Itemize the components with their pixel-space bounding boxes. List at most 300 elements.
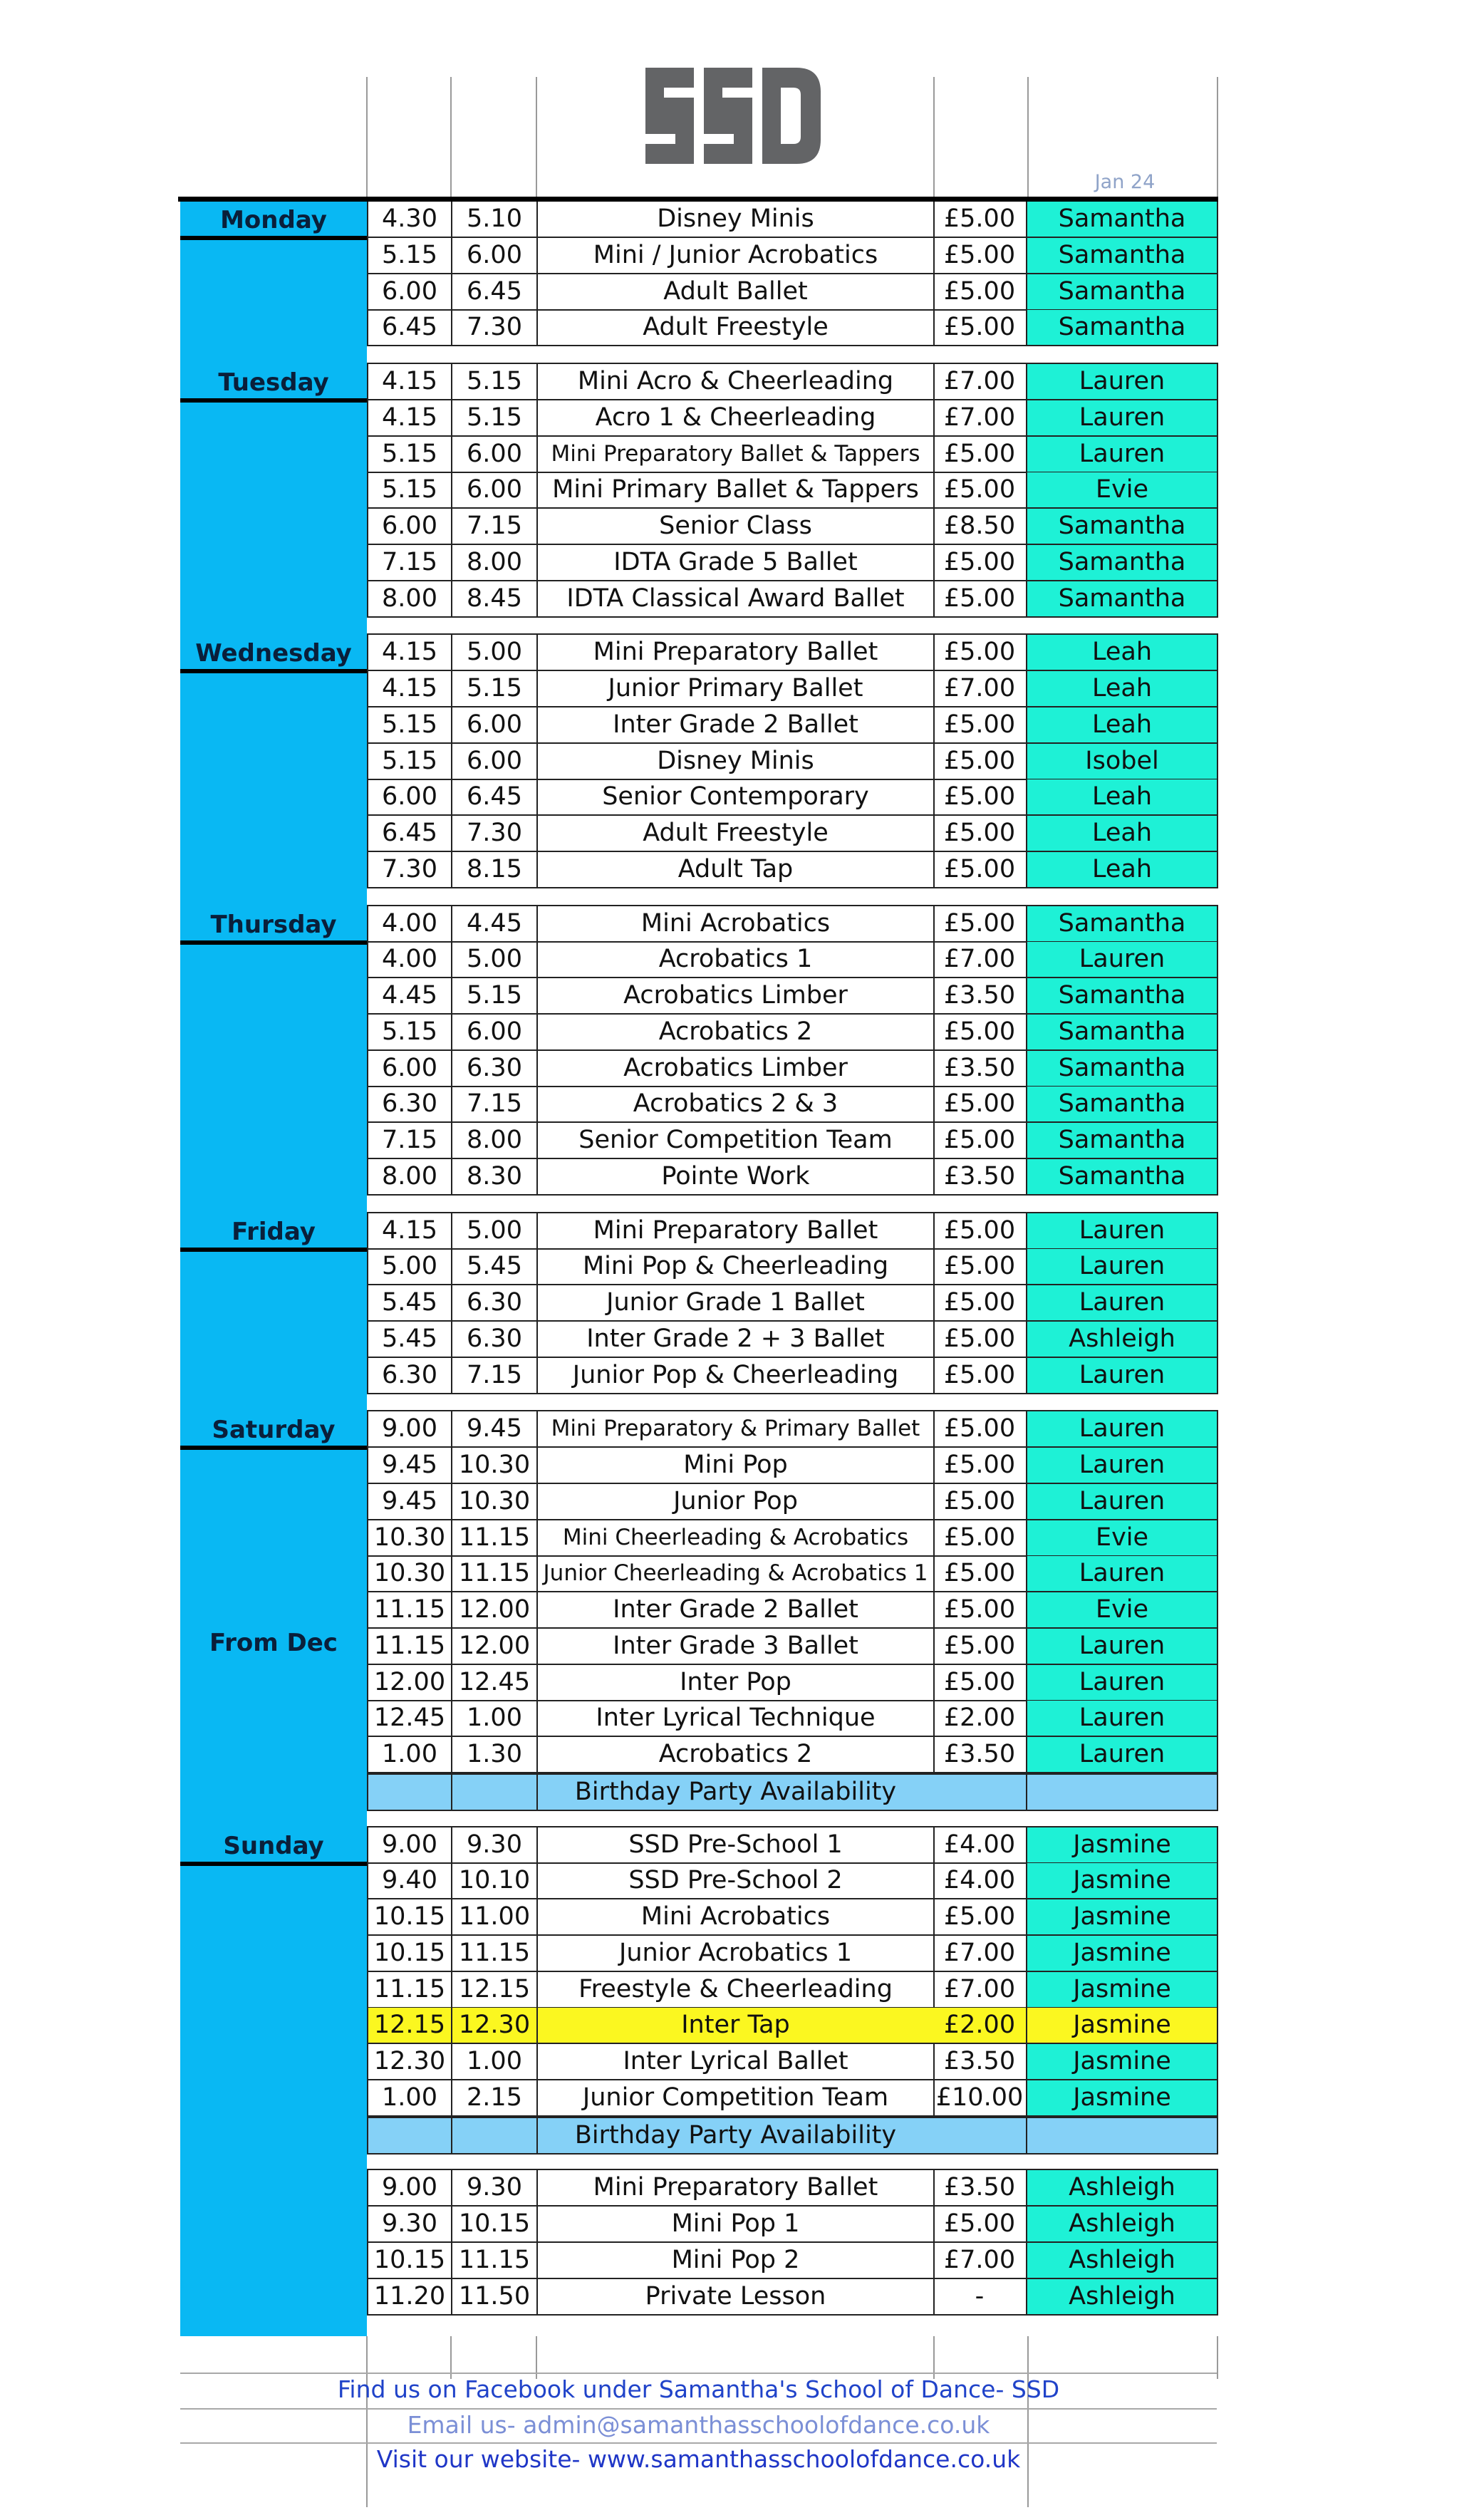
- start-time: 5.15: [367, 437, 451, 473]
- class-name: Junior Pop: [536, 1484, 935, 1520]
- end-time: 5.00: [451, 1213, 536, 1250]
- class-row: [367, 1936, 1218, 1972]
- class-name: Acrobatics 2 & 3: [536, 1087, 935, 1123]
- end-time: 6.45: [451, 274, 536, 311]
- class-row: [367, 906, 1218, 943]
- day-divider: [180, 1446, 367, 1450]
- start-time: 4.15: [367, 364, 451, 400]
- class-price: £5.00: [933, 1123, 1027, 1159]
- end-time: 10.15: [451, 2207, 536, 2243]
- end-time: 11.15: [451, 2243, 536, 2279]
- class-name: Inter Lyrical Ballet: [536, 2044, 935, 2080]
- end-time: 6.30: [451, 1285, 536, 1322]
- class-price: £5.00: [933, 1249, 1027, 1285]
- class-name: Junior Grade 1 Ballet: [536, 1285, 935, 1322]
- teacher-name: Ashleigh: [1027, 2207, 1218, 2243]
- class-row: [367, 1972, 1218, 2008]
- class-name: Disney Minis: [536, 202, 935, 238]
- end-time: 6.30: [451, 1322, 536, 1358]
- class-row: [367, 1863, 1218, 1899]
- class-price: £4.00: [933, 1863, 1027, 1899]
- class-price: £5.00: [933, 472, 1027, 509]
- class-price: £5.00: [933, 1358, 1027, 1394]
- class-row: [367, 202, 1218, 238]
- class-price: £5.00: [933, 545, 1027, 581]
- day-divider: [180, 1248, 367, 1252]
- teacher-name: Samantha: [1027, 509, 1218, 545]
- end-time: 11.15: [451, 1556, 536, 1592]
- class-name: Mini Preparatory Ballet: [536, 1213, 935, 1250]
- end-time: 9.30: [451, 1827, 536, 1864]
- start-time: 9.00: [367, 2170, 451, 2207]
- class-name: Mini Pop & Cheerleading: [536, 1249, 935, 1285]
- class-row: [367, 744, 1218, 780]
- birthday-label: Birthday Party Availability: [536, 1773, 935, 1811]
- start-time: 11.15: [367, 1592, 451, 1629]
- class-row: [367, 1629, 1218, 1665]
- birthday-row: [367, 2117, 1218, 2153]
- teacher-name: Samantha: [1027, 1159, 1218, 1196]
- end-time: 8.15: [451, 852, 536, 888]
- class-row: [367, 1322, 1218, 1358]
- class-row: [367, 1087, 1218, 1123]
- end-time: 7.15: [451, 1087, 536, 1123]
- start-time: 10.30: [367, 1520, 451, 1557]
- class-name: Acrobatics Limber: [536, 1051, 935, 1087]
- class-name: Acrobatics 2: [536, 1737, 935, 1773]
- teacher-name: Samantha: [1027, 274, 1218, 311]
- start-time: 4.00: [367, 942, 451, 978]
- birthday-cell: [367, 2117, 451, 2155]
- class-name: IDTA Classical Award Ballet: [536, 581, 935, 618]
- birthday-cell: [451, 2117, 536, 2155]
- class-price: £7.00: [933, 400, 1027, 437]
- end-time: 8.00: [451, 545, 536, 581]
- class-price: £5.00: [933, 238, 1027, 274]
- class-row: [367, 2243, 1218, 2279]
- day-label: Thursday: [210, 910, 337, 939]
- teacher-name: Lauren: [1027, 1665, 1218, 1701]
- teacher-name: Ashleigh: [1027, 1322, 1218, 1358]
- end-time: 7.15: [451, 509, 536, 545]
- start-time: 12.15: [367, 2008, 451, 2044]
- teacher-name: Lauren: [1027, 1737, 1218, 1773]
- day-label: Wednesday: [195, 639, 352, 668]
- day-divider: [180, 1862, 367, 1866]
- grid-line: [933, 77, 935, 197]
- teacher-name: Leah: [1027, 816, 1218, 852]
- end-time: 4.45: [451, 906, 536, 943]
- teacher-name: Leah: [1027, 779, 1218, 816]
- class-row: [367, 1159, 1218, 1196]
- class-price: £5.00: [933, 310, 1027, 346]
- class-name: IDTA Grade 5 Ballet: [536, 545, 935, 581]
- day-label: Friday: [232, 1217, 316, 1246]
- class-price: £3.50: [933, 1051, 1027, 1087]
- end-time: 11.00: [451, 1899, 536, 1936]
- class-price: £5.00: [933, 1484, 1027, 1520]
- class-price: £5.00: [933, 1448, 1027, 1484]
- start-time: 9.45: [367, 1484, 451, 1520]
- class-row: [367, 581, 1218, 618]
- class-price: £5.00: [933, 1520, 1027, 1557]
- teacher-name: Lauren: [1027, 1411, 1218, 1448]
- class-row: [367, 1665, 1218, 1701]
- footer-rule: [180, 2442, 1217, 2444]
- class-name: Acrobatics 1: [536, 942, 935, 978]
- end-time: 6.00: [451, 707, 536, 744]
- day-divider: [180, 940, 367, 945]
- class-price: £5.00: [933, 1556, 1027, 1592]
- class-price: £5.00: [933, 1015, 1027, 1051]
- teacher-name: Jasmine: [1027, 1863, 1218, 1899]
- grid-line: [450, 77, 452, 197]
- end-time: 11.50: [451, 2279, 536, 2316]
- class-name: Junior Cheerleading & Acrobatics 1: [536, 1556, 935, 1592]
- facebook-link[interactable]: Find us on Facebook under Samantha's School of Dance- SSD: [337, 2375, 1060, 2403]
- end-time: 12.30: [451, 2008, 536, 2044]
- class-row: [367, 779, 1218, 816]
- class-name: Senior Competition Team: [536, 1123, 935, 1159]
- teacher-name: Lauren: [1027, 1249, 1218, 1285]
- teacher-name: Ashleigh: [1027, 2243, 1218, 2279]
- day-divider: [180, 398, 367, 403]
- class-row: [367, 1899, 1218, 1936]
- birthday-cell: [933, 2117, 1027, 2155]
- end-time: 10.10: [451, 1863, 536, 1899]
- start-time: 12.30: [367, 2044, 451, 2080]
- end-time: 10.30: [451, 1448, 536, 1484]
- teacher-name: Lauren: [1027, 1484, 1218, 1520]
- teacher-name: Lauren: [1027, 1358, 1218, 1394]
- class-row: [367, 816, 1218, 852]
- date-label: Jan 24: [1094, 171, 1156, 193]
- class-name: Freestyle & Cheerleading: [536, 1972, 935, 2008]
- end-time: 10.30: [451, 1484, 536, 1520]
- class-name: Junior Pop & Cheerleading: [536, 1358, 935, 1394]
- footer-rule: [180, 2408, 1217, 2410]
- teacher-name: Isobel: [1027, 744, 1218, 780]
- start-time: 5.15: [367, 744, 451, 780]
- start-time: 5.15: [367, 1015, 451, 1051]
- teacher-name: Lauren: [1027, 364, 1218, 400]
- class-row: [367, 274, 1218, 311]
- start-time: 10.15: [367, 2243, 451, 2279]
- start-time: 10.30: [367, 1556, 451, 1592]
- day-label: Tuesday: [218, 368, 329, 397]
- class-row: [367, 545, 1218, 581]
- class-row: [367, 1358, 1218, 1394]
- email-link[interactable]: Email us- admin@samanthasschoolofdance.co.uk: [407, 2411, 990, 2439]
- teacher-name: Evie: [1027, 1592, 1218, 1629]
- class-name: SSD Pre-School 2: [536, 1863, 935, 1899]
- class-row: [367, 1520, 1218, 1557]
- start-time: 6.45: [367, 310, 451, 346]
- class-price: £7.00: [933, 942, 1027, 978]
- class-name: Inter Tap: [536, 2008, 935, 2044]
- end-time: 11.15: [451, 1520, 536, 1557]
- class-price: £2.00: [933, 2008, 1027, 2044]
- end-time: 1.00: [451, 1701, 536, 1737]
- top-rule: [178, 197, 1218, 202]
- class-name: Inter Pop: [536, 1665, 935, 1701]
- class-row: [367, 1411, 1218, 1448]
- start-time: 6.30: [367, 1087, 451, 1123]
- end-time: 5.15: [451, 400, 536, 437]
- teacher-name: Lauren: [1027, 1556, 1218, 1592]
- start-time: 5.15: [367, 707, 451, 744]
- birthday-row: [367, 1773, 1218, 1810]
- class-row: [367, 852, 1218, 888]
- class-name: Senior Contemporary: [536, 779, 935, 816]
- teacher-name: Leah: [1027, 671, 1218, 707]
- start-time: 11.15: [367, 1972, 451, 2008]
- teacher-name: Samantha: [1027, 1051, 1218, 1087]
- class-row: [367, 472, 1218, 509]
- start-time: 4.00: [367, 906, 451, 943]
- class-name: Mini Acrobatics: [536, 1899, 935, 1936]
- class-row: [367, 1051, 1218, 1087]
- class-price: £7.00: [933, 364, 1027, 400]
- teacher-name: Lauren: [1027, 1448, 1218, 1484]
- birthday-cell: [451, 1773, 536, 1811]
- class-row: [367, 1827, 1218, 1864]
- class-name: Acro 1 & Cheerleading: [536, 400, 935, 437]
- class-row: [367, 942, 1218, 978]
- class-price: £3.50: [933, 2044, 1027, 2080]
- class-name: Mini / Junior Acrobatics: [536, 238, 935, 274]
- class-price: £5.00: [933, 744, 1027, 780]
- start-time: 4.15: [367, 671, 451, 707]
- class-row: [367, 1285, 1218, 1322]
- class-name: Mini Acrobatics: [536, 906, 935, 943]
- class-price: £7.00: [933, 671, 1027, 707]
- day-label: Monday: [220, 206, 327, 234]
- end-time: 2.15: [451, 2080, 536, 2117]
- class-name: Inter Grade 2 Ballet: [536, 1592, 935, 1629]
- teacher-name: Lauren: [1027, 437, 1218, 473]
- start-time: 1.00: [367, 1737, 451, 1773]
- end-time: 5.00: [451, 942, 536, 978]
- class-row: [367, 1484, 1218, 1520]
- teacher-name: Leah: [1027, 707, 1218, 744]
- grid-line: [536, 77, 537, 197]
- end-time: 5.15: [451, 978, 536, 1015]
- class-price: £5.00: [933, 274, 1027, 311]
- class-price: £4.00: [933, 1827, 1027, 1864]
- end-time: 7.15: [451, 1358, 536, 1394]
- class-name: Mini Acro & Cheerleading: [536, 364, 935, 400]
- class-name: Adult Freestyle: [536, 310, 935, 346]
- class-price: £5.00: [933, 816, 1027, 852]
- class-price: £5.00: [933, 707, 1027, 744]
- class-name: Junior Competition Team: [536, 2080, 935, 2117]
- day-note: From Dec: [209, 1628, 338, 1657]
- class-price: £3.50: [933, 978, 1027, 1015]
- teacher-name: Lauren: [1027, 400, 1218, 437]
- start-time: 9.00: [367, 1827, 451, 1864]
- start-time: 11.15: [367, 1629, 451, 1665]
- day-divider: [180, 669, 367, 673]
- teacher-name: Leah: [1027, 635, 1218, 671]
- class-price: £5.00: [933, 1285, 1027, 1322]
- class-row: [367, 1701, 1218, 1737]
- start-time: 6.00: [367, 779, 451, 816]
- class-row: [367, 1015, 1218, 1051]
- grid-line: [1217, 2336, 1218, 2379]
- end-time: 5.15: [451, 364, 536, 400]
- class-row: [367, 978, 1218, 1015]
- class-row: [367, 509, 1218, 545]
- teacher-name: Samantha: [1027, 581, 1218, 618]
- class-row: [367, 400, 1218, 437]
- birthday-cell: [367, 1773, 451, 1811]
- birthday-cell: [1027, 1773, 1218, 1811]
- class-name: Private Lesson: [536, 2279, 935, 2316]
- start-time: 4.15: [367, 400, 451, 437]
- class-price: £3.50: [933, 1737, 1027, 1773]
- teacher-name: Jasmine: [1027, 1972, 1218, 2008]
- class-price: £5.00: [933, 906, 1027, 943]
- start-time: 6.45: [367, 816, 451, 852]
- teacher-name: Samantha: [1027, 1123, 1218, 1159]
- class-price: £8.50: [933, 509, 1027, 545]
- grid-line: [1217, 77, 1218, 197]
- teacher-name: Jasmine: [1027, 2080, 1218, 2117]
- start-time: 7.15: [367, 545, 451, 581]
- class-name: Mini Cheerleading & Acrobatics: [536, 1520, 935, 1557]
- class-name: Mini Preparatory Ballet & Tappers: [536, 437, 935, 473]
- teacher-name: Samantha: [1027, 238, 1218, 274]
- start-time: 6.00: [367, 1051, 451, 1087]
- start-time: 9.45: [367, 1448, 451, 1484]
- start-time: 4.15: [367, 635, 451, 671]
- class-name: Junior Acrobatics 1: [536, 1936, 935, 1972]
- start-time: 5.00: [367, 1249, 451, 1285]
- class-row: [367, 2080, 1218, 2117]
- class-price: £5.00: [933, 581, 1027, 618]
- teacher-name: Lauren: [1027, 1285, 1218, 1322]
- class-name: Mini Preparatory Ballet: [536, 2170, 935, 2207]
- teacher-name: Evie: [1027, 472, 1218, 509]
- end-time: 5.45: [451, 1249, 536, 1285]
- start-time: 8.00: [367, 1159, 451, 1196]
- class-price: £5.00: [933, 635, 1027, 671]
- end-time: 8.30: [451, 1159, 536, 1196]
- teacher-name: Samantha: [1027, 310, 1218, 346]
- start-time: 4.30: [367, 202, 451, 238]
- teacher-name: Lauren: [1027, 1629, 1218, 1665]
- class-row: [367, 635, 1218, 671]
- class-price: £2.00: [933, 1701, 1027, 1737]
- start-time: 12.45: [367, 1701, 451, 1737]
- end-time: 9.45: [451, 1411, 536, 1448]
- class-price: £10.00: [933, 2080, 1027, 2117]
- class-name: Mini Primary Ballet & Tappers: [536, 472, 935, 509]
- start-time: 6.00: [367, 509, 451, 545]
- grid-line: [366, 77, 368, 197]
- class-price: £3.50: [933, 1159, 1027, 1196]
- class-row: [367, 1249, 1218, 1285]
- teacher-name: Leah: [1027, 852, 1218, 888]
- class-name: Junior Primary Ballet: [536, 671, 935, 707]
- end-time: 6.45: [451, 779, 536, 816]
- class-name: Mini Pop 2: [536, 2243, 935, 2279]
- start-time: 10.15: [367, 1899, 451, 1936]
- class-row: [367, 2170, 1218, 2207]
- start-time: 6.00: [367, 274, 451, 311]
- class-price: £5.00: [933, 852, 1027, 888]
- class-price: £5.00: [933, 1629, 1027, 1665]
- class-price: £5.00: [933, 1592, 1027, 1629]
- end-time: 6.00: [451, 238, 536, 274]
- class-row: [367, 671, 1218, 707]
- start-time: 11.20: [367, 2279, 451, 2316]
- start-time: 10.15: [367, 1936, 451, 1972]
- end-time: 1.30: [451, 1737, 536, 1773]
- class-row: [367, 1737, 1218, 1773]
- end-time: 5.15: [451, 671, 536, 707]
- class-row: [367, 1592, 1218, 1629]
- day-label: Sunday: [223, 1831, 324, 1860]
- teacher-name: Jasmine: [1027, 1827, 1218, 1864]
- start-time: 7.30: [367, 852, 451, 888]
- end-time: 12.00: [451, 1629, 536, 1665]
- teacher-name: Samantha: [1027, 1087, 1218, 1123]
- website-link[interactable]: Visit our website- www.samanthasschoolofdance.co.uk: [376, 2445, 1021, 2473]
- teacher-name: Ashleigh: [1027, 2279, 1218, 2316]
- class-name: Adult Ballet: [536, 274, 935, 311]
- day-divider: [180, 236, 367, 240]
- class-row: [367, 1213, 1218, 1250]
- class-price: £5.00: [933, 779, 1027, 816]
- teacher-name: Jasmine: [1027, 1899, 1218, 1936]
- end-time: 6.30: [451, 1051, 536, 1087]
- class-name: Adult Freestyle: [536, 816, 935, 852]
- class-name: Mini Preparatory Ballet: [536, 635, 935, 671]
- class-name: Acrobatics 2: [536, 1015, 935, 1051]
- start-time: 9.00: [367, 1411, 451, 1448]
- class-price: £5.00: [933, 202, 1027, 238]
- start-time: 8.00: [367, 581, 451, 618]
- class-name: Adult Tap: [536, 852, 935, 888]
- end-time: 5.00: [451, 635, 536, 671]
- start-time: 5.15: [367, 472, 451, 509]
- class-row: [367, 2044, 1218, 2080]
- class-price: £3.50: [933, 2170, 1027, 2207]
- start-time: 5.45: [367, 1322, 451, 1358]
- class-price: £5.00: [933, 437, 1027, 473]
- grid-line: [1027, 77, 1029, 197]
- start-time: 4.45: [367, 978, 451, 1015]
- class-name: Pointe Work: [536, 1159, 935, 1196]
- teacher-name: Jasmine: [1027, 1936, 1218, 1972]
- class-row: [367, 2279, 1218, 2316]
- day-label: Saturday: [212, 1416, 336, 1445]
- start-time: 12.00: [367, 1665, 451, 1701]
- start-time: 7.15: [367, 1123, 451, 1159]
- class-row: [367, 2207, 1218, 2243]
- end-time: 7.30: [451, 310, 536, 346]
- class-name: Mini Preparatory & Primary Ballet: [536, 1411, 935, 1448]
- end-time: 6.00: [451, 1015, 536, 1051]
- start-time: 6.30: [367, 1358, 451, 1394]
- class-price: £5.00: [933, 1411, 1027, 1448]
- end-time: 12.45: [451, 1665, 536, 1701]
- day-column: [180, 202, 367, 2336]
- class-name: Inter Grade 3 Ballet: [536, 1629, 935, 1665]
- birthday-cell: [1027, 2117, 1218, 2155]
